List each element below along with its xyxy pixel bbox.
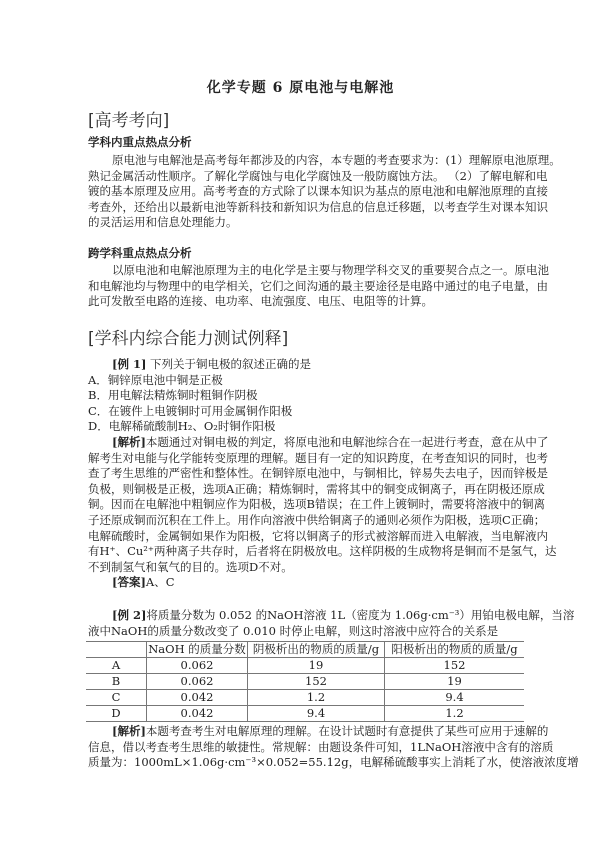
- table-cell: 19: [385, 674, 525, 690]
- text-line: 熟记金属活动性顺序。了解化学腐蚀与电化学腐蚀及一般防腐蚀方法。 （2）了解电解和电: [88, 168, 548, 183]
- example-1-label: [例 1]: [112, 357, 147, 371]
- table-header: 阳极析出的物质的质量/g: [385, 642, 525, 658]
- text-line: 和电解池均与物理中的电学相关，它们之间沟通的最主要途径是电路中通过的电子电量，由: [88, 278, 548, 293]
- text-line: 镀的基本原理及应用。高考考查的方式除了以课本知识为基点的原电池和电解池原理的直接: [88, 184, 548, 199]
- table-cell: 152: [248, 674, 385, 690]
- text-line: 此可发散至电路的连接、电功率、电流强度、电压、电阻等的计算。: [88, 294, 433, 309]
- text-line: 电解硫酸时，金属铜如果作为阳极，它将以铜离子的形式被溶解而进入电解液，当电解液内: [88, 528, 548, 543]
- example-2-question: [88, 608, 575, 624]
- analysis-label: [解析]: [112, 724, 146, 738]
- table-cell: D: [86, 706, 147, 722]
- options-table: [86, 641, 524, 722]
- analysis-text: 本题考查考生对电解原理的理解。在设计试题时有意提供了某些可应用于速解的: [145, 724, 549, 738]
- paragraph-in-subject: [88, 153, 561, 231]
- table-header-row: [86, 642, 524, 658]
- table-header: 阴极析出的物质的质量/g: [248, 642, 385, 658]
- section-heading-exam-direction: [高考考向]: [88, 111, 170, 131]
- text-line: 不到制氢气和氧气的目的。选项D不对。: [88, 559, 293, 574]
- table-cell: 0.042: [147, 690, 248, 706]
- subheading-cross-subject: 跨学科重点热点分析: [88, 246, 192, 260]
- example-1-analysis: [88, 450, 557, 576]
- text-line: 原电池与电解池是高考每年都涉及的内容，本专题的考查要求为：(1）理解原电池原理。: [112, 153, 561, 167]
- analysis-line: [88, 724, 549, 740]
- table-cell: 1.2: [385, 706, 525, 722]
- example-2-label: [例 2]: [112, 608, 147, 622]
- table-cell: 0.042: [147, 706, 248, 722]
- text-line: 解考生对电能与化学能转变原理的理解。题目有一定的知识跨度，在考查知识的同时，也考: [88, 450, 548, 465]
- example-1-options: [88, 373, 513, 435]
- text-line: 负极，则铜极是正极，选项A正确；精炼铜时，需将其中的铜变成铜离子，再在阴极还原成: [88, 481, 545, 496]
- section-heading-examples: [学科内综合能力测试例释]: [88, 329, 289, 349]
- text-line: A．铜锌原电池中铜是正极: [88, 372, 223, 387]
- table-cell: 152: [385, 658, 525, 674]
- question-text: 将质量分数为 0.052 的NaOH溶液 1L（密度为 1.06g·cm⁻³）用铂电极电解，当溶: [146, 608, 575, 622]
- text-line: C．在镀件上电镀铜时可用金属铜作阳极: [88, 403, 293, 418]
- table-cell: C: [86, 690, 147, 706]
- question-text: 下列关于铜电极的叙述正确的是: [146, 357, 312, 371]
- table-header: NaOH 的质量分数: [148, 642, 246, 656]
- text-line: 有H⁺、Cu²⁺两种离子共存时，后者将在阴极放电。这样阴极的生成物将是铜而不是氢气，达: [88, 544, 557, 559]
- answer-line: [88, 575, 513, 591]
- table-cell: 9.4: [385, 690, 525, 706]
- table-cell: 1.2: [248, 690, 385, 706]
- table-cell: 19: [248, 658, 385, 674]
- example-1-question: [88, 357, 513, 373]
- text-line: 子还原成铜而沉积在工件上。用作向溶液中供给铜离子的通则必须作为阳极，选项C正确；: [88, 512, 546, 527]
- table-header: [86, 642, 147, 658]
- subheading-in-subject: 学科内重点热点分析: [88, 135, 192, 149]
- text-line: 考查外，还给出以最新电池等新科技和新知识为信息的信息迁移题，以考查学生对课本知识: [88, 199, 548, 214]
- table-cell: 9.4: [248, 706, 385, 722]
- table-cell: A: [86, 658, 147, 674]
- table-cell: B: [86, 674, 147, 690]
- text-line: 信息，借以考查考生思维的敏捷性。常规解：由题设条件可知，1LNaOH溶液中含有的溶质: [88, 739, 554, 754]
- text-line: 以原电池和电解池原理为主的电化学是主要与物理学科交叉的重要契合点之一。原电池: [112, 263, 549, 277]
- text-line: 的灵活运用和信息处理能力。: [88, 215, 238, 230]
- question-text: 液中NaOH的质量分数改变了 0.010 时停止电解，则这时溶液中应符合的关系是: [88, 623, 499, 638]
- example-2: [88, 608, 575, 639]
- answer-label: [答案]: [112, 575, 146, 590]
- table-row: [86, 706, 524, 722]
- paragraph-cross-subject: [88, 263, 549, 310]
- text-line: 质量为：1000mL×1.06g·cm⁻³×0.052=55.12g，电解稀硫酸事实上消耗了水，使溶液浓度增: [88, 755, 579, 770]
- text-line: 铜。因而在电解池中粗铜应作为阳极，选项B错误；在工件上镀铜时，需要将溶液中的铜离: [88, 497, 545, 512]
- table-row: [86, 658, 524, 674]
- analysis-rest: [88, 739, 579, 771]
- table-cell: 0.062: [147, 674, 248, 690]
- text-line: 查了考生思维的严密性和整体性。在铜锌原电池中，与铜相比，锌易失去电子，因而锌极是: [88, 466, 548, 481]
- table-row: [86, 674, 524, 690]
- table-row: [86, 690, 524, 706]
- example-2-analysis: [88, 724, 579, 771]
- table-cell: 0.062: [147, 658, 248, 674]
- text-line: B．用电解法精炼铜时粗铜作阴极: [88, 388, 258, 403]
- analysis-line: [88, 434, 549, 451]
- answer-text: A、C: [145, 575, 175, 590]
- analysis-label: [解析]: [112, 434, 146, 449]
- analysis-text: 本题通过对铜电极的判定，将原电池和电解池综合在一起进行考查，意在从中了: [145, 434, 549, 449]
- text-line: D．电解稀硫酸制H₂、O₂时铜作阳极: [88, 419, 276, 434]
- page-title: 化学专题 6 原电池与电解池: [206, 80, 395, 96]
- example-1: [88, 357, 557, 591]
